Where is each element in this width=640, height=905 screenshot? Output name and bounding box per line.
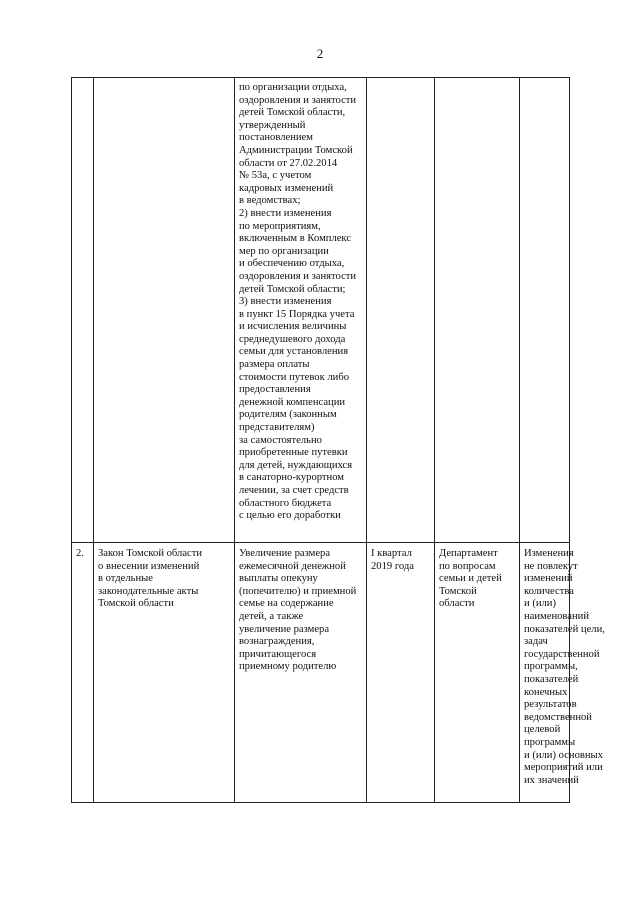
text-line: причитающегося [239,648,317,660]
text-line: с целью его доработки [239,510,341,522]
executor-cell [435,543,520,803]
text-line: и исчисления величины [239,321,347,333]
text-line: оздоровления и занятости [239,94,357,106]
table-row [72,543,570,803]
text-line: семьи для установления [239,346,349,358]
text-line: детей Томской области; [239,283,346,295]
text-line: по мероприятиям, [239,220,321,232]
text-line: среднедушевого дохода [239,333,346,345]
text-line: Администрации Томской [239,144,353,156]
text-line: детей, а также [239,610,304,622]
page-number: 2 [316,46,324,61]
deadline-cell [367,543,435,803]
text-line: включенным в Комплекс [239,233,352,245]
document-title-cell [94,78,235,543]
text-line: размера оплаты [239,359,310,371]
text-line: в пункт 15 Порядка учета [239,308,355,320]
text-line: выплаты опекуну [239,573,318,585]
text-line: кадровых изменений [239,182,334,194]
text-line: области от 27.02.2014 [239,157,338,169]
text-line: для детей, нуждающихся [239,459,353,471]
text-line: Закон Томской области [98,548,203,559]
text-line: по организации отдыха, [239,82,347,93]
note-cell [520,78,570,543]
text-line: о внесении изменений [98,560,200,572]
row-number: 2. [72,543,94,803]
text-line: области [439,598,475,610]
text-line: постановлением [239,132,313,144]
text-line: денежной компенсации [239,396,346,408]
text-line: ежемесячной денежной [239,560,346,572]
text-line: представителям) [239,422,315,434]
text-line: оздоровления и занятости [239,270,357,282]
text-line: конечных [524,686,568,698]
text-line: показателей [524,673,579,685]
text-line: детей Томской области, [239,107,346,119]
text-line: программы [524,736,576,748]
text-line: Томской [439,585,477,597]
text-line: по вопросам [439,560,496,572]
text-line: целевой [524,724,561,736]
content-cell [235,78,367,543]
text-line: результатов [524,699,577,711]
text-line: (попечителю) и приемной [239,585,357,597]
text-line: законодательные акты [98,585,199,597]
table-row [72,78,570,543]
text-line: мероприятий или [524,762,603,774]
text-line: в отдельные [98,573,153,585]
text-line: I квартал [371,548,412,559]
text-line: предоставления [239,384,311,396]
text-line: № 53а, с учетом [239,170,312,182]
text-line: стоимости путевок либо [239,371,350,383]
text-line: вознаграждения, [239,636,315,648]
text-line: изменений [524,573,573,585]
executor-cell [435,78,520,543]
text-line: Томской области [98,598,174,610]
text-line: задач [524,636,548,648]
deadline-cell [367,78,435,543]
text-line: лечении, за счет средств [239,485,349,496]
text-line: количества [524,585,574,597]
text-line: не повлекут [524,560,578,572]
text-line: Департамент [439,548,498,559]
text-line: семьи и детей [439,573,502,585]
text-line: Увеличение размера [239,548,331,559]
row-number [72,78,94,543]
text-line: областного бюджета [239,497,332,509]
text-line: 2) внести изменения [239,207,332,219]
document-title-cell [94,543,235,803]
text-line: показателей цели, [524,623,605,635]
text-line: наименований [524,610,589,622]
text-line: 2019 года [371,560,415,572]
text-line: семье на содержание [239,598,334,610]
text-line: и (или) [524,598,556,610]
text-line: приемному родителю [239,661,337,673]
text-line: программы, [524,661,578,673]
note-cell [520,543,605,803]
text-line: 3) внести изменения [239,296,332,308]
text-line: увеличение размера [239,623,330,635]
text-line: утвержденный [239,119,306,131]
text-line: Изменения [524,548,574,559]
document-table [71,77,605,803]
text-line: и (или) основных [524,749,603,761]
text-line: в санаторно-курортном [239,472,345,484]
text-line: в ведомствах; [239,195,301,207]
text-line: государственной [524,648,600,660]
text-line: и обеспечению отдыха, [239,258,345,270]
text-line: мер по организации [239,245,329,257]
text-line: родителям (законным [239,409,337,421]
text-line: ведомственной [524,711,592,723]
text-line: их значений [524,774,579,786]
text-line: за самостоятельно [239,434,322,446]
content-cell [235,543,367,803]
text-line: приобретенные путевки [239,447,348,459]
